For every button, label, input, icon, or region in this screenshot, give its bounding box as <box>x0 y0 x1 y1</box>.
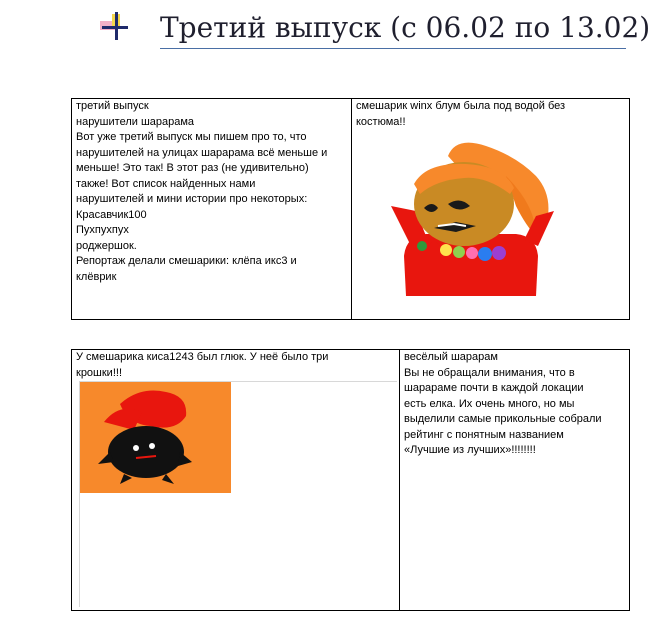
news-line: меньше! Это так! В этот раз (не удивительно) <box>76 162 309 174</box>
cross-logo-icon <box>98 12 128 40</box>
winx-character-drawing <box>386 136 564 300</box>
news-cell <box>71 98 352 320</box>
kisa-character-drawing <box>80 382 231 493</box>
fun-line: шарараме почти в каждой локации <box>404 382 584 394</box>
fun-line: есть елка. Их очень много, но мы <box>404 397 575 410</box>
winx-caption-line: костюма!! <box>356 115 406 128</box>
news-line: клёврик <box>76 270 117 283</box>
fun-line: «Лучшие из лучших»!!!!!!!! <box>404 444 536 456</box>
glitch-caption-line: крошки!!! <box>76 366 122 379</box>
news-line: также! Вот список найденных нами <box>76 177 256 190</box>
news-line: нарушителей и мини истории про некоторых: <box>76 193 308 205</box>
page-title: Третий выпуск (с 06.02 по 13.02) <box>160 11 651 44</box>
news-line: третий выпуск <box>76 100 149 112</box>
fun-line: выделили самые прикольные собрали <box>404 413 602 425</box>
news-line: Репортаж делали смешарики: клёпа икс3 и <box>76 255 297 267</box>
news-line: Пухпухпух <box>76 224 129 236</box>
glitch-caption-line: У смешарика киса1243 был глюк. У неё было три <box>76 351 329 363</box>
fun-line: рейтинг с понятным названием <box>404 428 564 441</box>
fun-cell <box>399 349 630 611</box>
title-underline <box>160 48 626 49</box>
news-line: Вот уже третий выпуск мы пишем про то, что <box>76 131 307 143</box>
fun-line: весёлый шарарам <box>404 351 498 363</box>
news-line: Красавчик100 <box>76 208 147 221</box>
winx-caption-line: смешарик winx блум была под водой без <box>356 100 566 112</box>
fun-line: Вы не обращали внимания, что в <box>404 366 575 379</box>
news-line: роджершок. <box>76 239 137 252</box>
news-line: нарушители шарарама <box>76 115 195 128</box>
news-line: нарушителей на улицах шарарама всё меньше и <box>76 146 328 159</box>
